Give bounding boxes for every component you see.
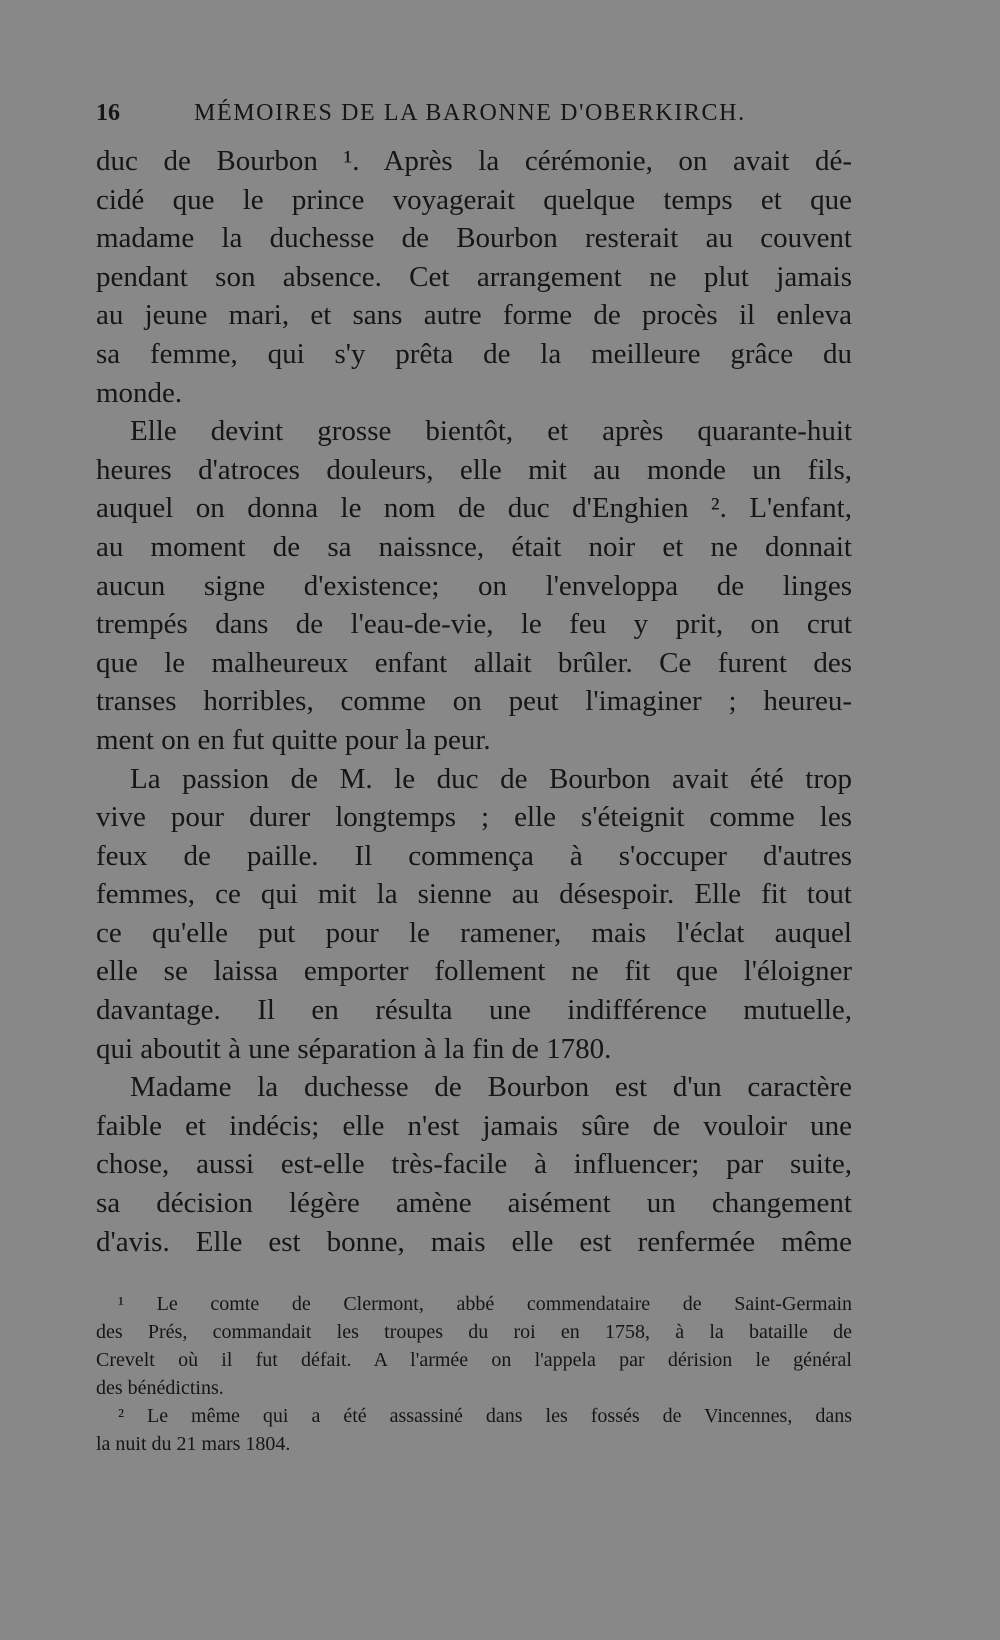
footnote-line: ² Le même qui a été assassiné dans les fossés de Vincennes, dans [118,1405,852,1427]
text-line: davantage. Il en résulta une indifférence mutuelle, [96,994,852,1027]
text-line: monde. [96,376,183,409]
text-line: ce qu'elle put pour le ramener, mais l'éclat auquel [96,916,852,949]
text-line: sa femme, qui s'y prêta de la meilleure grâce du [96,337,852,370]
text-line: qui aboutit à une séparation à la fin de 1780. [96,1032,612,1065]
text-line: duc de Bourbon ¹. Après la cérémonie, on avait dé- [96,145,852,177]
running-header [96,100,756,127]
text-line: pendant son absence. Cet arrangement ne plut jamais [96,260,852,293]
text-line: vive pour durer longtemps ; elle s'éteignit comme les [96,801,852,834]
footnotes [96,1290,852,1458]
footnote-line: ¹ Le comte de Clermont, abbé commendataire de Saint-Germain [118,1293,852,1315]
text-line: au jeune mari, et sans autre forme de procès il enleva [96,299,852,332]
text-line: trempés dans de l'eau-de-vie, le feu y prit, on crut [96,608,852,641]
text-line: faible et indécis; elle n'est jamais sûre de vouloir une [96,1109,852,1142]
text-line: heures d'atroces douleurs, elle mit au monde un fils, [96,453,852,486]
footnote-line: Crevelt où il fut défait. A l'armée on l'appela par dérision le général [96,1349,852,1371]
text-line: Elle devint grosse bientôt, et après quarante-huit [130,415,852,448]
text-line: madame la duchesse de Bourbon resterait au couvent [96,222,852,255]
text-line: transes horribles, comme on peut l'imaginer ; heureu- [96,685,852,718]
main-text [96,142,852,1261]
text-line: ment on en fut quitte pour la peur. [96,723,491,756]
text-line: femmes, ce qui mit la sienne au désespoir. Elle fit tout [96,878,852,911]
page-number: 16 [96,100,120,126]
text-line: chose, aussi est-elle très-facile à influencer; par suite, [96,1148,852,1181]
text-line: sa décision légère amène aisément un changement [96,1187,852,1220]
running-title: MÉMOIRES DE LA BARONNE D'OBERKIRCH. [194,100,746,126]
footnote-line: des bénédictins. [96,1377,224,1399]
footnote-line: la nuit du 21 mars 1804. [96,1433,291,1455]
text-line: que le malheureux enfant allait brûler. Ce furent des [96,646,852,679]
text-line: Madame la duchesse de Bourbon est d'un caractère [130,1071,852,1104]
text-line: aucun signe d'existence; on l'enveloppa de linges [96,569,852,602]
footnote-line: des Prés, commandait les troupes du roi en 1758, à la bataille de [96,1321,852,1343]
text-line: d'avis. Elle est bonne, mais elle est renfermée même [96,1225,852,1258]
text-line: elle se laissa emporter follement ne fit que l'éloigner [96,955,852,988]
text-line: La passion de M. le duc de Bourbon avait été trop [130,762,852,795]
text-line: cidé que le prince voyagerait quelque temps et que [96,183,852,216]
text-line: au moment de sa naissnce, était noir et ne donnait [96,530,852,563]
text-line: feux de paille. Il commença à s'occuper d'autres [96,839,852,872]
text-line: auquel on donna le nom de duc d'Enghien ². L'enfant, [96,492,852,525]
